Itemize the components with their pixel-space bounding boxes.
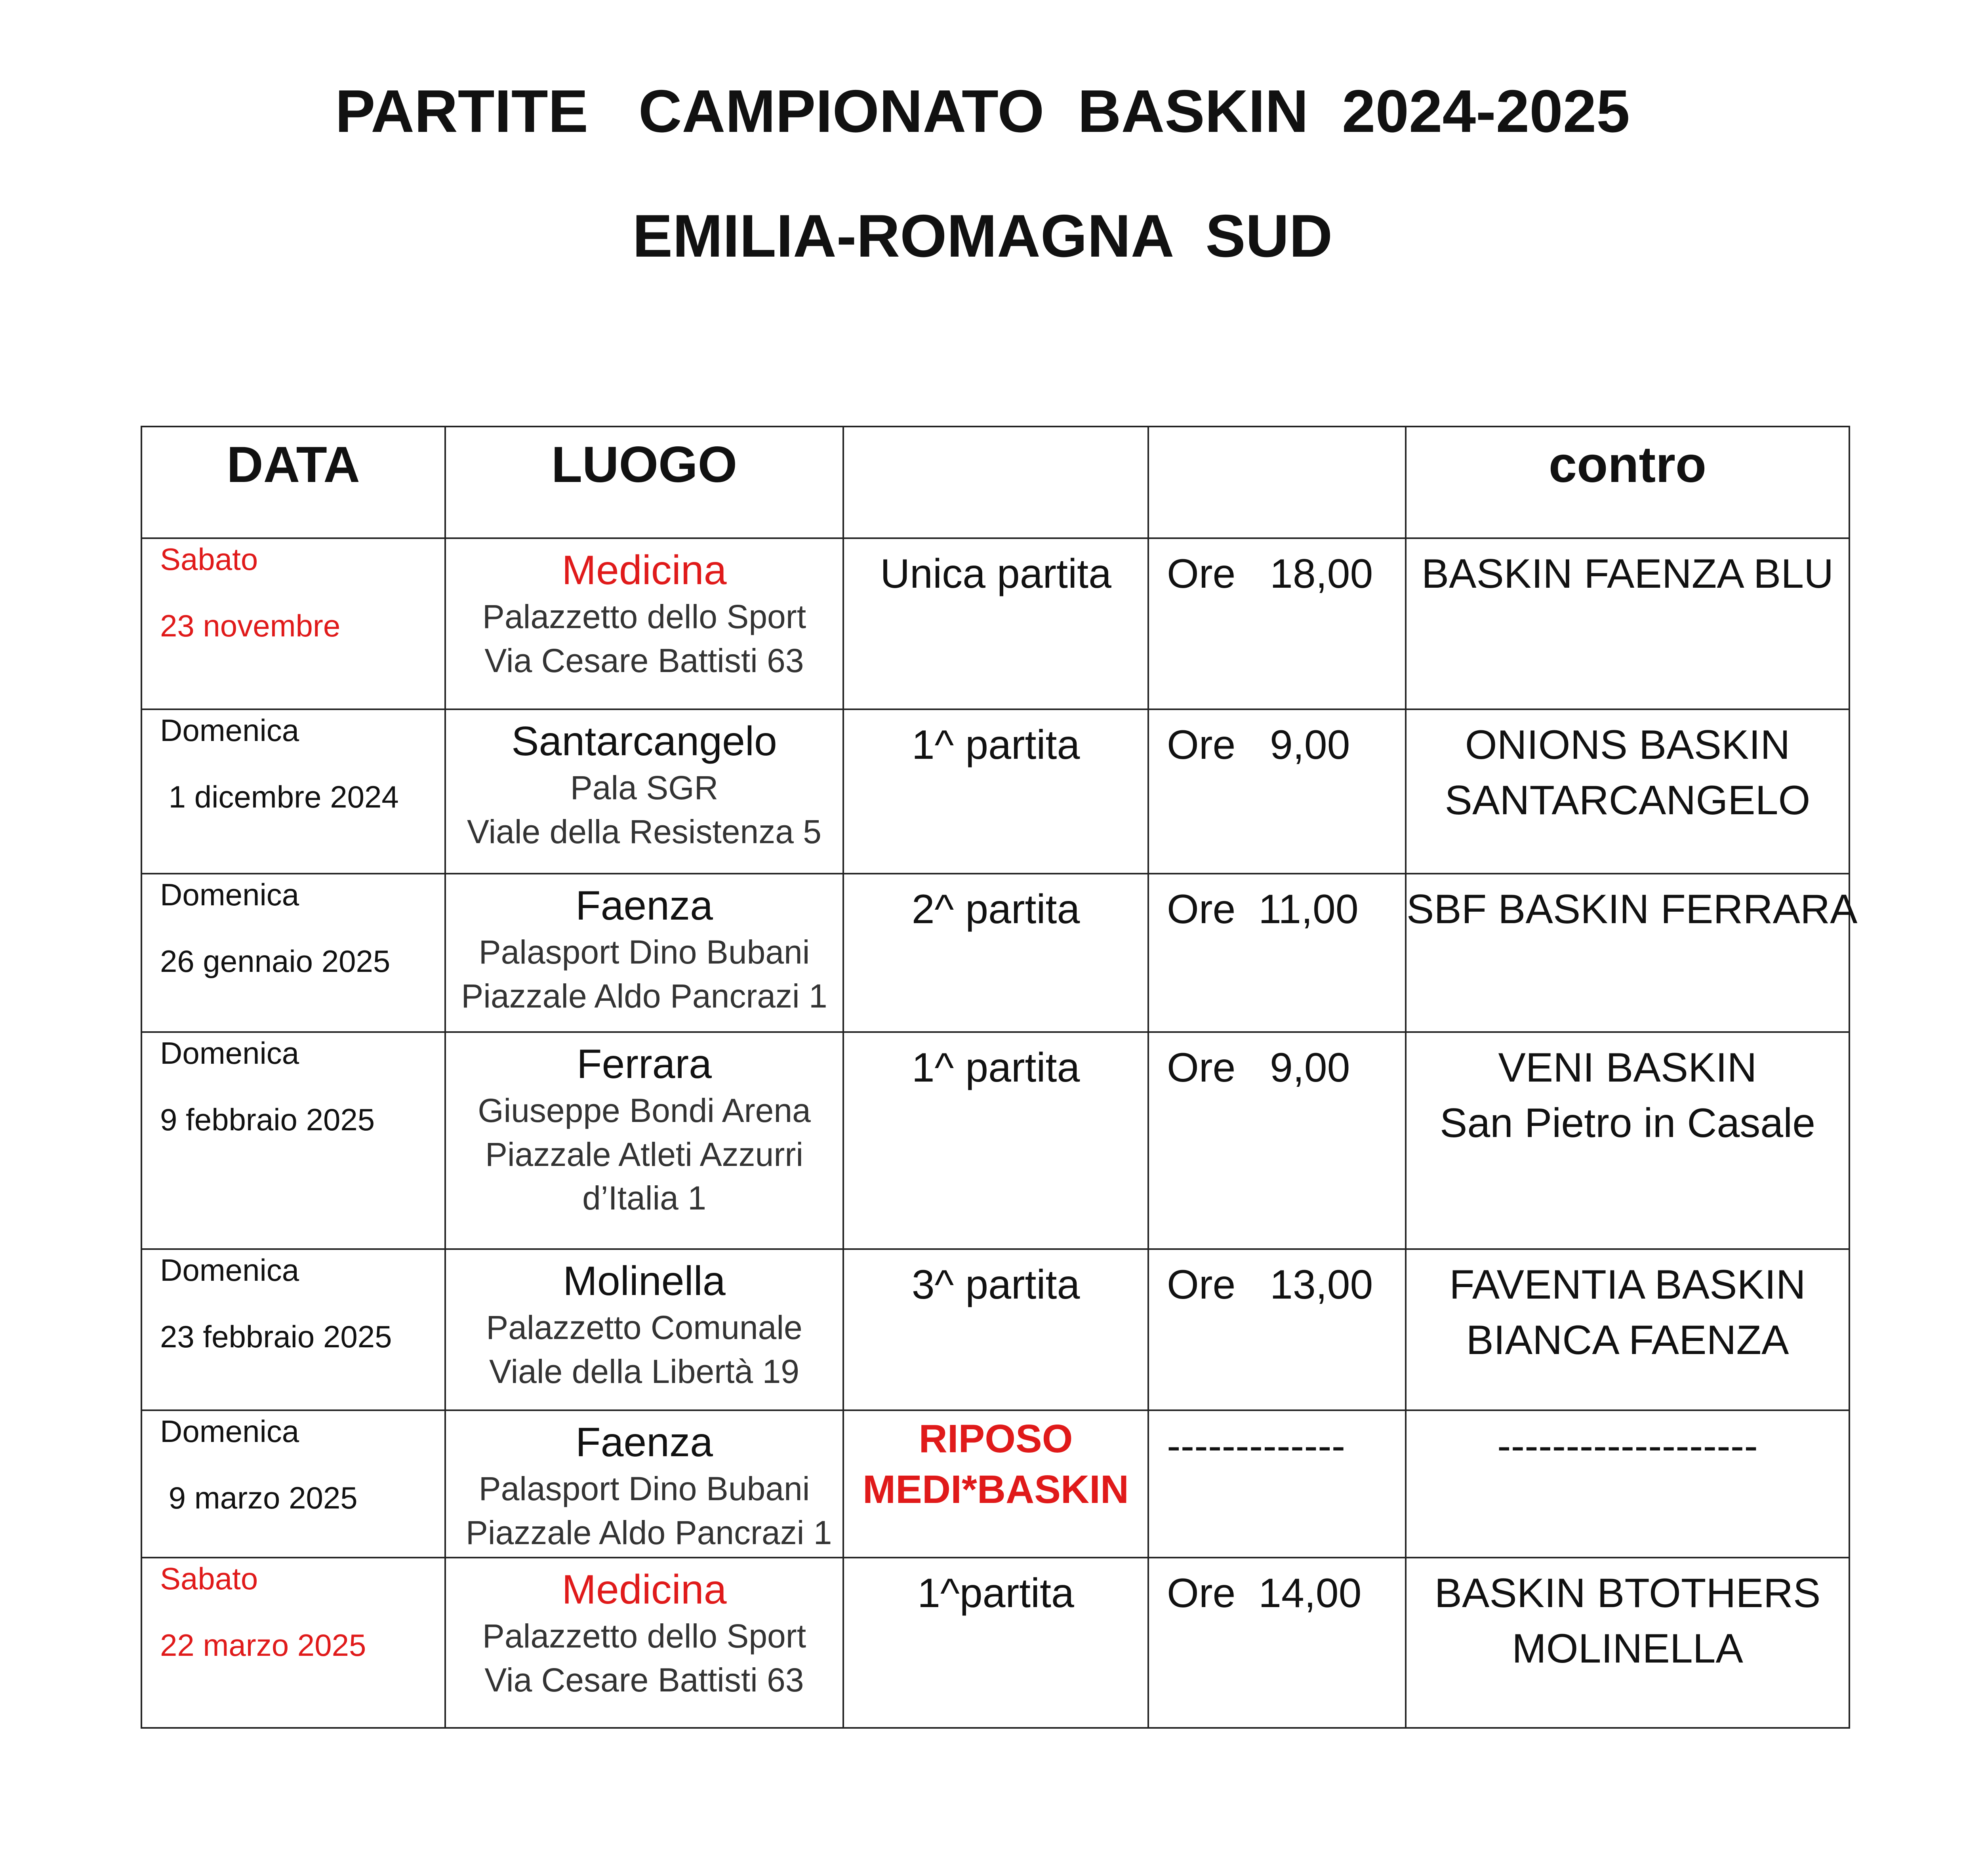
date-label: 23 febbraio 2025 [160, 1319, 392, 1354]
time-cell: Ore 11,00 [1148, 874, 1406, 1032]
time-cell: Ore 9,00 [1148, 709, 1406, 874]
date-cell [141, 1558, 445, 1728]
location-cell [445, 874, 843, 1032]
day-label: Domenica [160, 713, 299, 748]
location-cell [445, 538, 843, 709]
venue-address: Via Cesare Battisti 63 [484, 1661, 804, 1699]
location-cell [445, 1032, 843, 1249]
opponent-cell [1406, 1558, 1849, 1728]
opponent-cell [1406, 709, 1849, 874]
header-time [1148, 427, 1406, 538]
time-cell: Ore 9,00 [1148, 1032, 1406, 1249]
day-label: Domenica [160, 877, 299, 912]
venue-address: Piazzale Aldo Pancrazi 1 [456, 1514, 832, 1551]
table-row [141, 538, 1849, 709]
date-label: 1 dicembre 2024 [160, 779, 399, 814]
table-row [141, 1249, 1849, 1410]
venue-address: Via Cesare Battisti 63 [484, 642, 804, 679]
header-contro: contro [1406, 427, 1849, 538]
match-cell: 1^partita [843, 1558, 1148, 1728]
city-label: Ferrara [577, 1041, 712, 1087]
date-cell [141, 538, 445, 709]
opponent-name: ------------------- [1497, 1423, 1758, 1469]
venue-address: Piazzale Atleti Azzurri [485, 1135, 803, 1173]
opponent-cell [1406, 1249, 1849, 1410]
date-cell [141, 874, 445, 1032]
location-cell [445, 1249, 843, 1410]
page-subtitle: EMILIA-ROMAGNA SUD [632, 202, 1333, 270]
city-label: Medicina [562, 1567, 727, 1613]
venue-address: Viale della Libertà 19 [489, 1352, 800, 1390]
time-cell: Ore 18,00 [1148, 538, 1406, 709]
header-match [843, 427, 1148, 538]
location-cell [445, 1558, 843, 1728]
venue-name: Palazzetto dello Sport [482, 598, 806, 635]
venue-address: Viale della Resistenza 5 [467, 813, 821, 850]
opponent-name: FAVENTIA BASKIN [1449, 1262, 1806, 1308]
opponent-cell [1406, 538, 1849, 709]
rest-team-label: MEDI*BASKIN [862, 1467, 1129, 1512]
rest-label: RIPOSO [919, 1417, 1073, 1461]
opponent-name-line2: SANTARCANGELO [1445, 777, 1811, 824]
date-label: 26 gennaio 2025 [160, 944, 391, 979]
location-cell [445, 1410, 843, 1558]
venue-name: Palasport Dino Bubani [478, 933, 810, 971]
schedule-table [141, 426, 1858, 1729]
venue-address: Piazzale Aldo Pancrazi 1 [461, 977, 827, 1015]
time-cell: ------------- [1148, 1410, 1406, 1558]
page-title: PARTITE CAMPIONATO BASKIN 2024-2025 [335, 78, 1630, 145]
city-label: Santarcangelo [511, 718, 777, 764]
rest-day-cell [843, 1410, 1148, 1558]
table-row [141, 1032, 1849, 1249]
opponent-cell [1406, 874, 1858, 1032]
venue-name: Palazzetto Comunale [486, 1308, 802, 1346]
opponent-cell [1406, 1410, 1849, 1558]
date-cell [141, 709, 445, 874]
header-data: DATA [141, 427, 445, 538]
match-cell: Unica partita [843, 538, 1148, 709]
table-row [141, 874, 1849, 1032]
date-label: 9 febbraio 2025 [160, 1102, 375, 1137]
header-luogo: LUOGO [445, 427, 843, 538]
opponent-name: BASKIN BTOTHERS [1434, 1570, 1821, 1616]
venue-name: Pala SGR [570, 769, 719, 806]
location-cell [445, 709, 843, 874]
venue-name: Palazzetto dello Sport [482, 1617, 806, 1655]
day-label: Domenica [160, 1414, 299, 1449]
day-label: Sabato [160, 1561, 258, 1596]
opponent-cell [1406, 1032, 1849, 1249]
opponent-name: VENI BASKIN [1498, 1045, 1757, 1091]
city-label: Faenza [576, 1419, 713, 1465]
table-row [141, 709, 1849, 874]
time-cell: Ore 13,00 [1148, 1249, 1406, 1410]
city-label: Faenza [576, 883, 713, 929]
date-label: 9 marzo 2025 [160, 1480, 358, 1515]
match-cell: 2^ partita [843, 874, 1148, 1032]
match-cell: 1^ partita [843, 1032, 1148, 1249]
date-cell [141, 1410, 445, 1558]
date-cell [141, 1032, 445, 1249]
day-label: Domenica [160, 1036, 299, 1070]
day-label: Domenica [160, 1253, 299, 1287]
date-label: 22 marzo 2025 [160, 1628, 366, 1663]
match-cell: 1^ partita [843, 709, 1148, 874]
opponent-name: ONIONS BASKIN [1465, 722, 1790, 768]
opponent-name-line2: San Pietro in Casale [1439, 1100, 1816, 1147]
time-cell: Ore 14,00 [1148, 1558, 1406, 1728]
table-row [141, 1410, 1849, 1558]
table-header-row [141, 427, 1849, 538]
venue-name: Palasport Dino Bubani [478, 1470, 810, 1507]
date-cell [141, 1249, 445, 1410]
city-label: Molinella [563, 1258, 726, 1304]
opponent-name-line2: BIANCA FAENZA [1466, 1317, 1789, 1364]
date-label: 23 novembre [160, 608, 341, 643]
opponent-name: SBF BASKIN FERRARA [1407, 886, 1858, 932]
opponent-name: BASKIN FAENZA BLU [1421, 551, 1834, 597]
table-row [141, 1558, 1849, 1728]
opponent-name-line2: MOLINELLA [1512, 1626, 1743, 1672]
match-cell: 3^ partita [843, 1249, 1148, 1410]
city-label: Medicina [562, 547, 727, 593]
venue-address-line2: d’Italia 1 [582, 1179, 706, 1217]
venue-name: Giuseppe Bondi Arena [478, 1091, 811, 1129]
day-label: Sabato [160, 542, 258, 577]
